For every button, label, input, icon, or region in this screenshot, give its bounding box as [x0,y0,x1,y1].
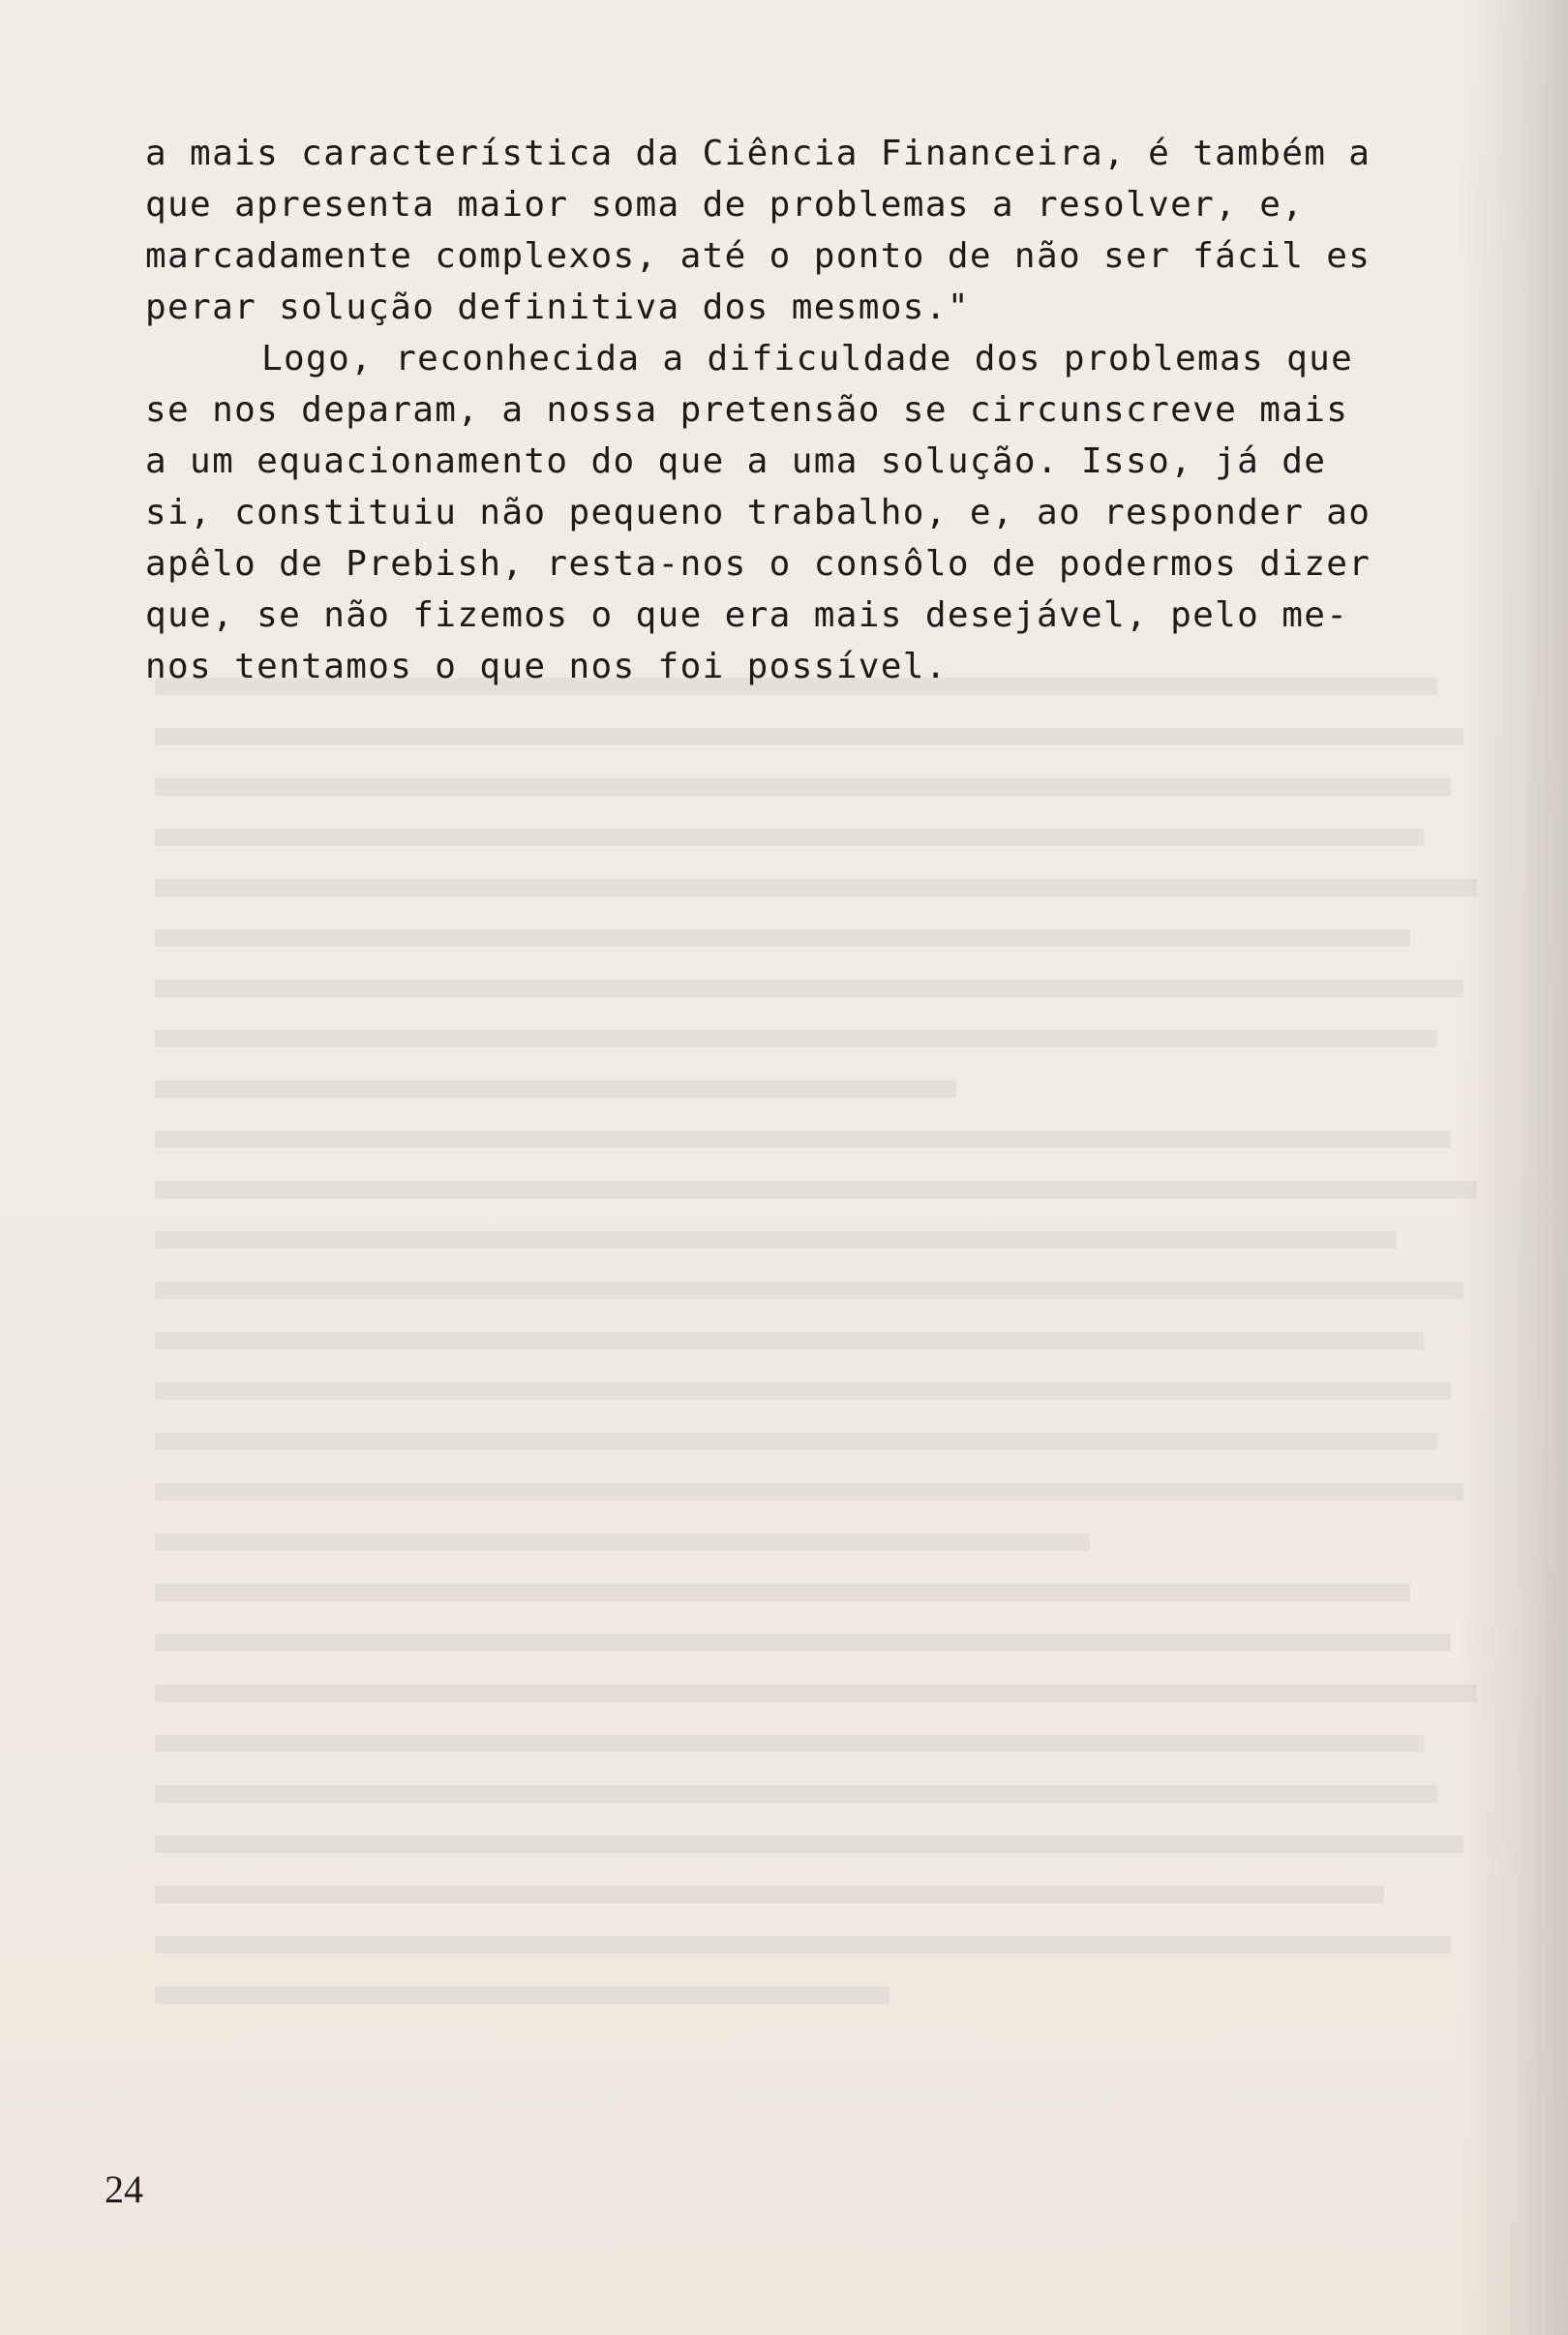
text-line: marcadamente complexos, até o ponto de não ser fácil es [145,236,1372,276]
text-line: se nos deparam, a nossa pretensão se circunscreve mais [145,390,1349,430]
text-line: apêlo de Prebish, resta-nos o consôlo de podermos dizer [145,544,1372,584]
text-line: a um equacionamento do que a uma solução. Isso, já de [145,441,1327,481]
text-line: Logo, reconhecida a dificuldade dos problemas que [261,339,1354,379]
text-line: si, constituiu não pequeno trabalho, e, ao responder ao [145,493,1372,532]
paragraph-quote-end [145,128,1495,333]
paragraph-conclusion [145,333,1495,692]
text-line: nos tentamos o que nos foi possível. [145,647,948,686]
text-line: que, se não fizemos o que era mais desejável, pelo me- [145,595,1349,635]
body-text [145,128,1495,692]
page-number: 24 [105,2168,143,2211]
text-line: a mais característica da Ciência Financeira, é também a [145,134,1372,173]
text-line: perar solução definitiva dos mesmos." [145,288,970,327]
text-line: que apresenta maior soma de problemas a resolver, e, [145,185,1305,225]
show-through-text [155,678,1491,2081]
